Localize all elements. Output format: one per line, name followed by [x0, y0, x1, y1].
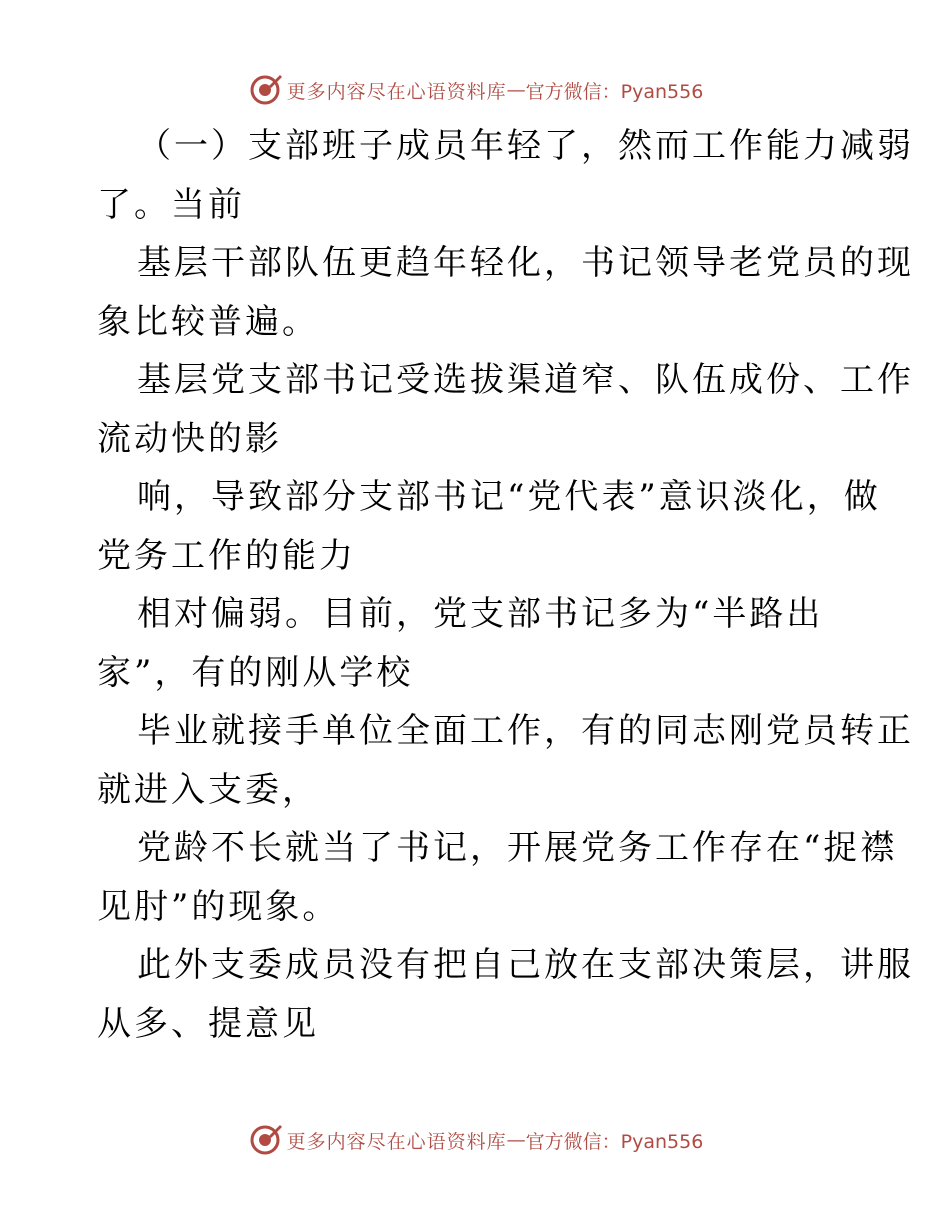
banner-text: 更多内容尽在心语资料库 — [286, 80, 507, 103]
banner-text: 更多内容尽在心语资料库 — [286, 1130, 507, 1153]
text-line: 象比较普遍。 — [97, 301, 319, 342]
document-body — [97, 117, 914, 1053]
text-line: 基层干部队伍更趋年轻化，书记领导老党员的现 — [137, 243, 914, 283]
text-line: 家”，有的刚从学校 — [97, 652, 414, 693]
text-line: 见肘”的现象。 — [97, 886, 340, 927]
text-line: 响，导致部分支部书记“党代表”意识淡化，做 — [137, 477, 881, 517]
text-line: 此外支委成员没有把自己放在支部决策层，讲服 — [137, 945, 914, 985]
text-line: （一）支部班子成员年轻了，然而工作能力减弱 — [137, 126, 914, 166]
banner-wechat: 官方微信：Pyan556 — [525, 80, 704, 103]
text-line: 就进入支委， — [97, 769, 319, 810]
text-line: 党龄不长就当了书记，开展党务工作存在“捉襟 — [137, 828, 898, 868]
footer-banner — [0, 1120, 950, 1160]
text-line: 党务工作的能力 — [97, 535, 356, 576]
text-line: 从多、提意见 — [97, 1003, 319, 1044]
banner-wechat: 官方微信：Pyan556 — [525, 1130, 704, 1153]
text-line: 相对偏弱。目前，党支部书记多为“半路出 — [137, 594, 824, 634]
banner-dash: — — [506, 1129, 526, 1151]
pen-logo-icon — [247, 72, 283, 108]
header-banner — [0, 70, 950, 110]
pen-logo-icon — [247, 1122, 283, 1158]
banner-dash: — — [506, 79, 526, 101]
text-line: 流动快的影 — [97, 418, 282, 459]
text-line: 了。当前 — [97, 184, 245, 225]
text-line: 基层党支部书记受选拔渠道窄、队伍成份、工作 — [137, 360, 914, 400]
text-line: 毕业就接手单位全面工作，有的同志刚党员转正 — [137, 711, 914, 751]
